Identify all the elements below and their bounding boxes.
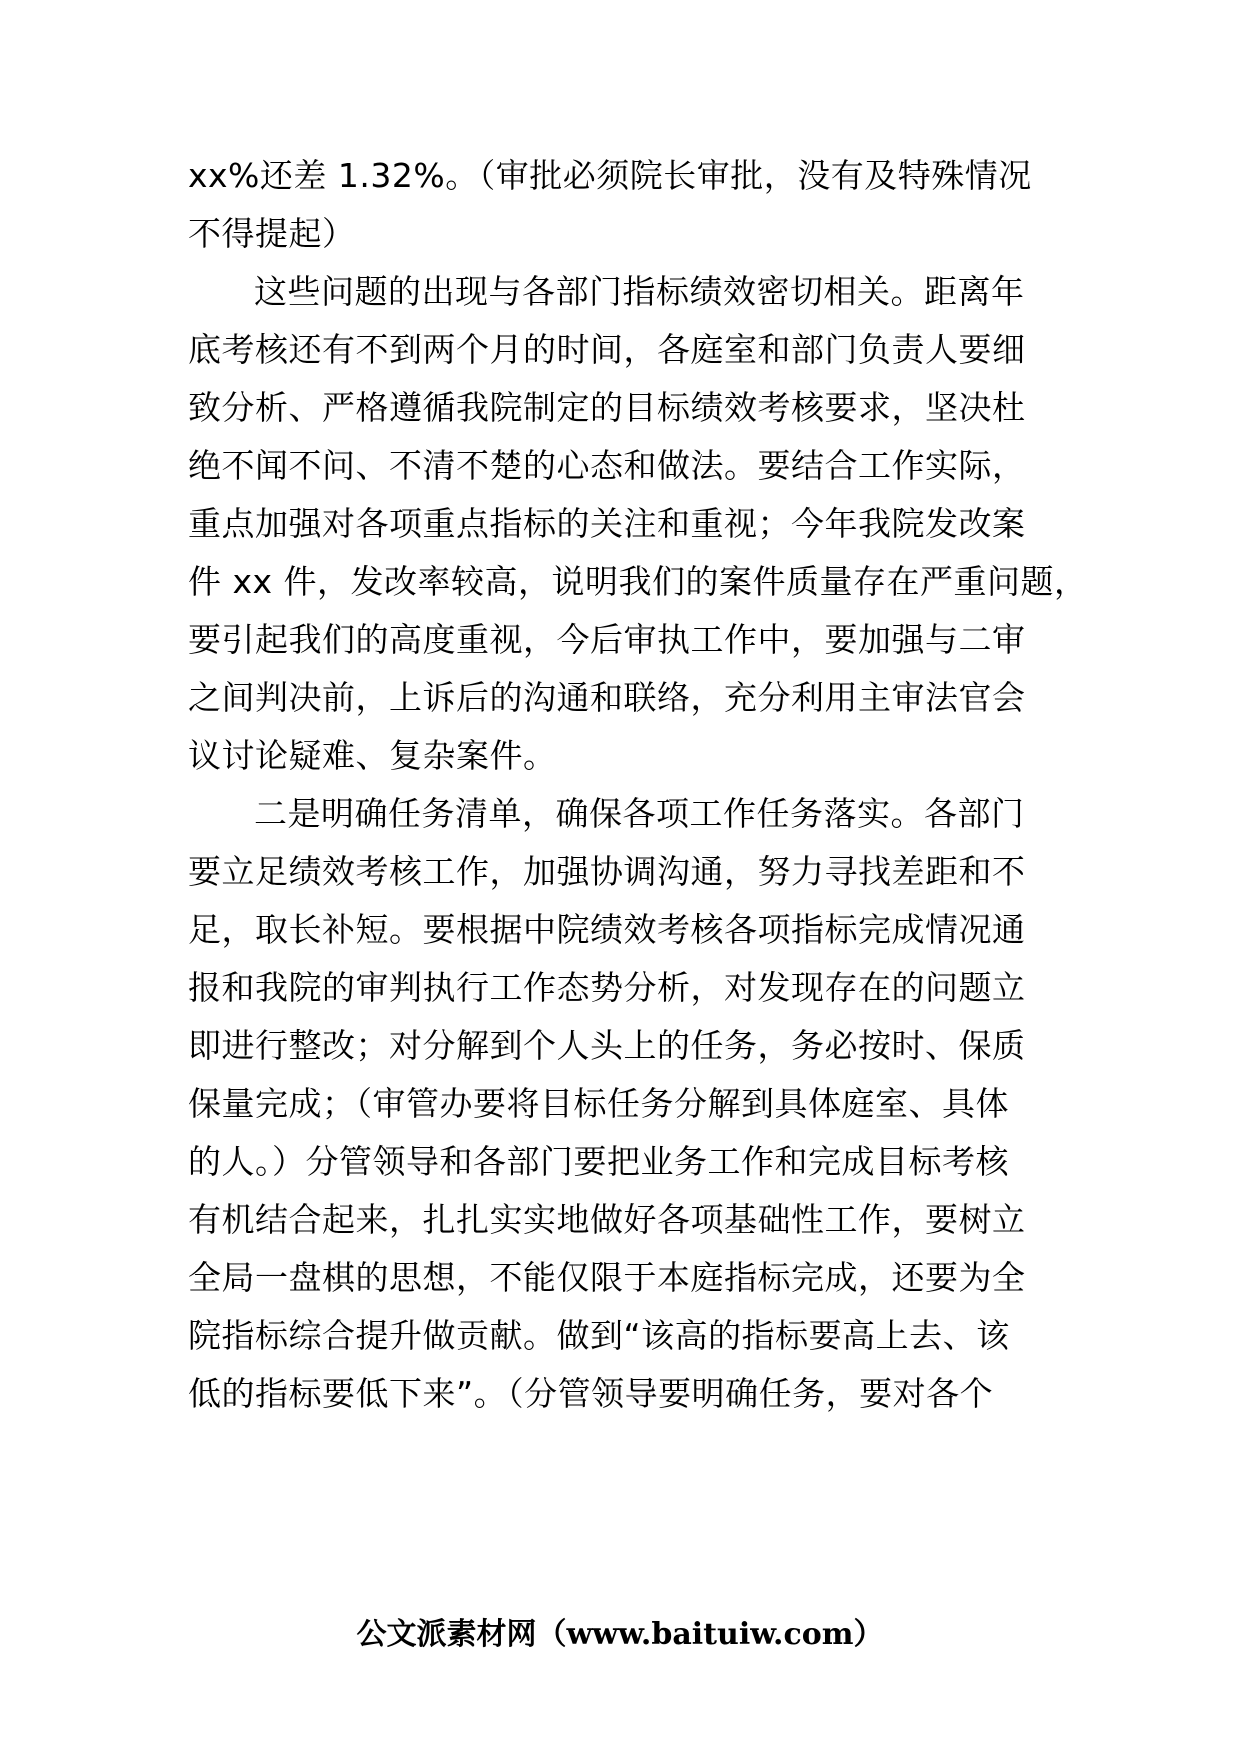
- text-line: 重点加强对各项重点指标的关注和重视；今年我院发改案: [188, 504, 1026, 543]
- text-line: 要立足绩效考核工作，加强协调沟通，努力寻找差距和不: [188, 852, 1026, 891]
- text-line: 不得提起）: [188, 214, 356, 253]
- text-line: 有机结合起来，扎扎实实地做好各项基础性工作，要树立: [188, 1200, 1026, 1239]
- text-line: 绝不闻不问、不清不楚的心态和做法。要结合工作实际，: [188, 446, 1026, 485]
- page-footer: 公文派素材网（www.baituiw.com）: [356, 1617, 884, 1652]
- text-line: 院指标综合提升做贡献。做到“该高的指标要高上去、该: [188, 1316, 1010, 1355]
- text-line: 致分析、严格遵循我院制定的目标绩效考核要求，坚决杜: [188, 388, 1026, 427]
- text-line: 议讨论疑难、复杂案件。: [188, 736, 557, 775]
- text-line: 底考核还有不到两个月的时间，各庭室和部门负责人要细: [188, 330, 1026, 369]
- text-line: 要引起我们的高度重视，今后审执工作中，要加强与二审: [188, 620, 1026, 659]
- paragraph-start-line: 二是明确任务清单，确保各项工作任务落实。各部门: [254, 794, 1025, 833]
- text-line: 报和我院的审判执行工作态势分析，对发现存在的问题立: [188, 968, 1026, 1007]
- text-line: 即进行整改；对分解到个人头上的任务，务必按时、保质: [188, 1026, 1026, 1065]
- text-line: 低的指标要低下来”。（分管领导要明确任务，要对各个: [188, 1374, 994, 1413]
- text-line: xx%还差 1.32%。（审批必须院长审批，没有及特殊情况: [188, 156, 1032, 195]
- text-line: 之间判决前，上诉后的沟通和联络，充分利用主审法官会: [188, 678, 1026, 717]
- text-line: 件 xx 件，发改率较高，说明我们的案件质量存在严重问题，: [188, 562, 1088, 601]
- text-line: 足，取长补短。要根据中院绩效考核各项指标完成情况通: [188, 910, 1026, 949]
- text-line: 保量完成；（审管办要将目标任务分解到具体庭室、具体: [188, 1084, 1009, 1123]
- text-line: 全局一盘棋的思想，不能仅限于本庭指标完成，还要为全: [188, 1258, 1026, 1297]
- paragraph-start-line: 这些问题的出现与各部门指标绩效密切相关。距离年: [254, 272, 1025, 311]
- text-line: 的人。）分管领导和各部门要把业务工作和完成目标考核: [188, 1142, 1009, 1181]
